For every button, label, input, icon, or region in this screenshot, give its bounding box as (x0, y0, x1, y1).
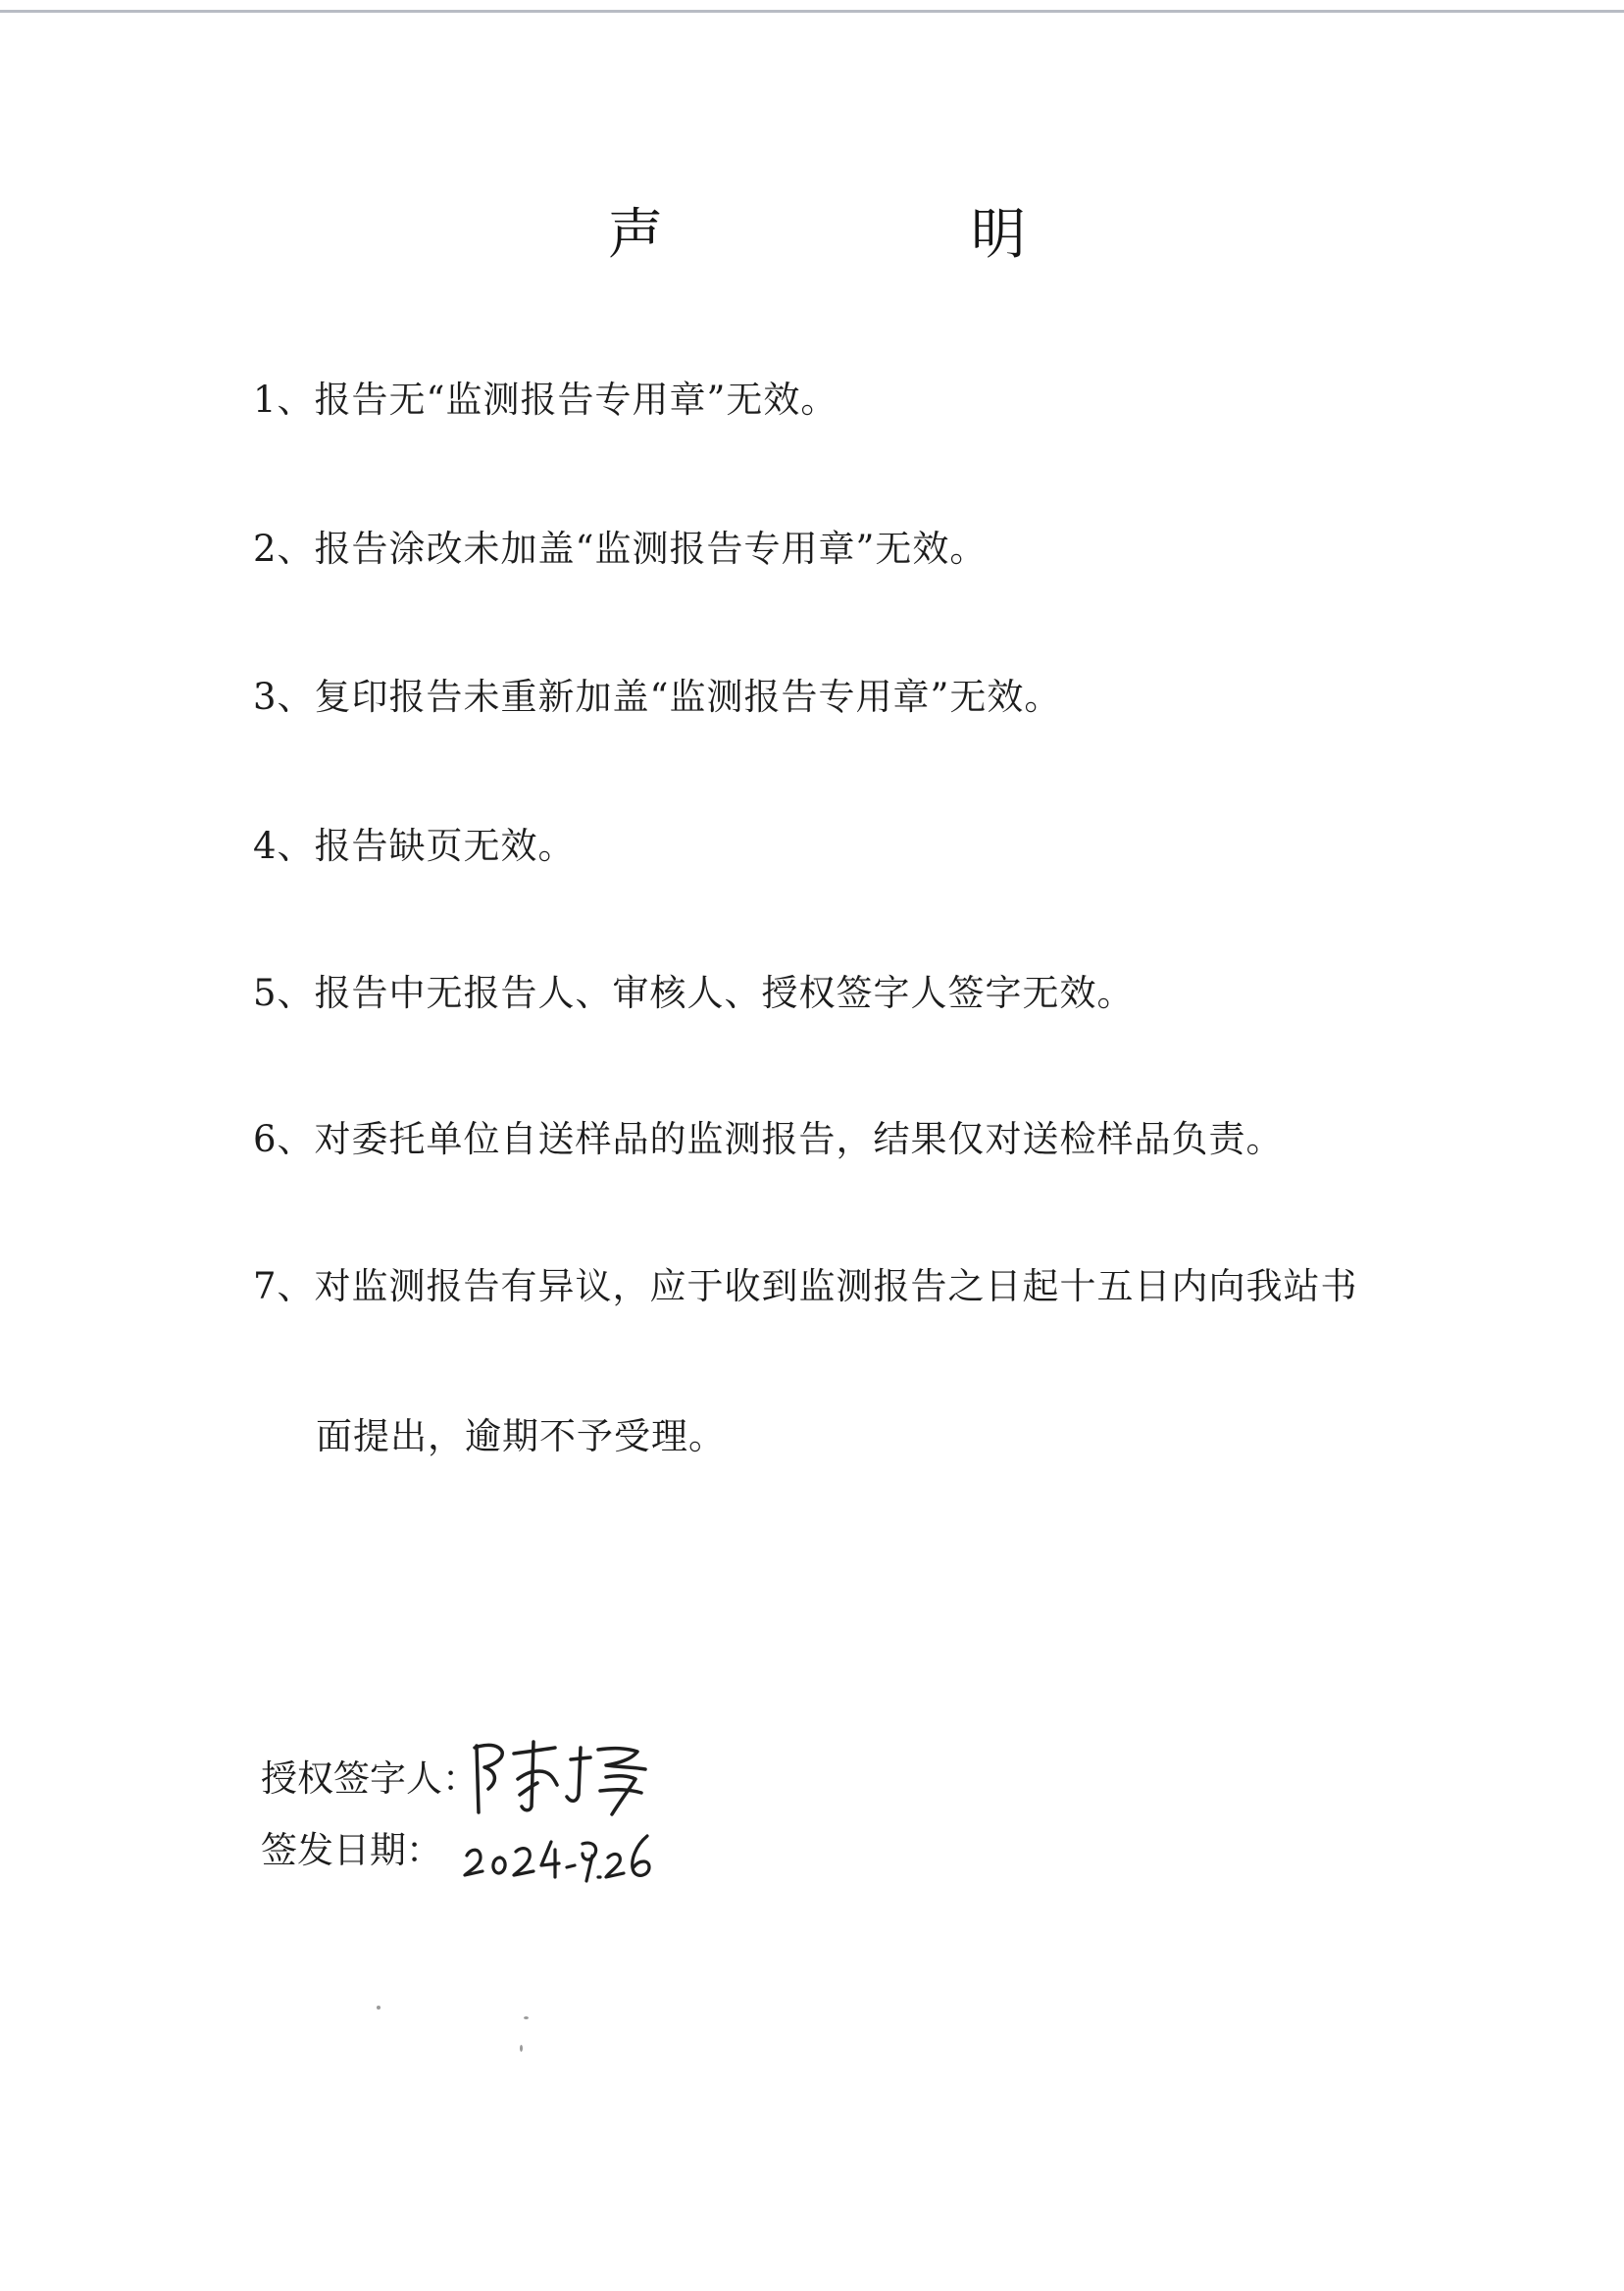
date-label: 签发日期： (261, 1829, 442, 1871)
scan-top-edge (0, 10, 1624, 13)
clause-number: 4 (253, 825, 278, 867)
clause-3 (253, 673, 1061, 722)
clause-4 (253, 822, 576, 871)
clause-6 (253, 1115, 1284, 1164)
clause-number: 2 (253, 528, 278, 570)
title-char-2: 明 (971, 203, 1026, 267)
clause-number: 7 (253, 1265, 278, 1307)
scan-speck (524, 2016, 529, 2019)
clause-5 (253, 969, 1135, 1018)
clause-7-continuation: 面提出，逾期不予受理。 (316, 1415, 726, 1457)
clause-text: 、报告涂改未加盖“监测报告专用章”无效。 (277, 528, 988, 570)
handwritten-signature (469, 1734, 665, 1822)
clause-number: 5 (253, 972, 278, 1014)
signer-label: 授权签字人： (261, 1757, 479, 1800)
title-char-1: 声 (608, 203, 663, 267)
clause-number: 1 (253, 379, 278, 421)
clause-text: 、复印报告未重新加盖“监测报告专用章”无效。 (277, 676, 1062, 718)
clause-text: 、对委托单位自送样品的监测报告，结果仅对送检样品负责。 (277, 1118, 1284, 1160)
clause-number: 3 (253, 676, 278, 718)
scan-speck (520, 2045, 523, 2052)
clause-text: 、对监测报告有异议，应于收到监测报告之日起十五日内向我站书 (277, 1265, 1358, 1307)
handwritten-date (461, 1828, 677, 1887)
clause-text: 、报告无“监测报告专用章”无效。 (277, 379, 838, 421)
clause-1 (253, 376, 837, 425)
clause-text: 、报告中无报告人、审核人、授权签字人签字无效。 (277, 972, 1135, 1014)
clause-7 (253, 1262, 1358, 1311)
clause-number: 6 (253, 1118, 278, 1160)
scan-speck (377, 2006, 381, 2010)
clause-2 (253, 525, 987, 574)
page-title (0, 196, 1624, 275)
clause-text: 、报告缺页无效。 (277, 825, 576, 867)
